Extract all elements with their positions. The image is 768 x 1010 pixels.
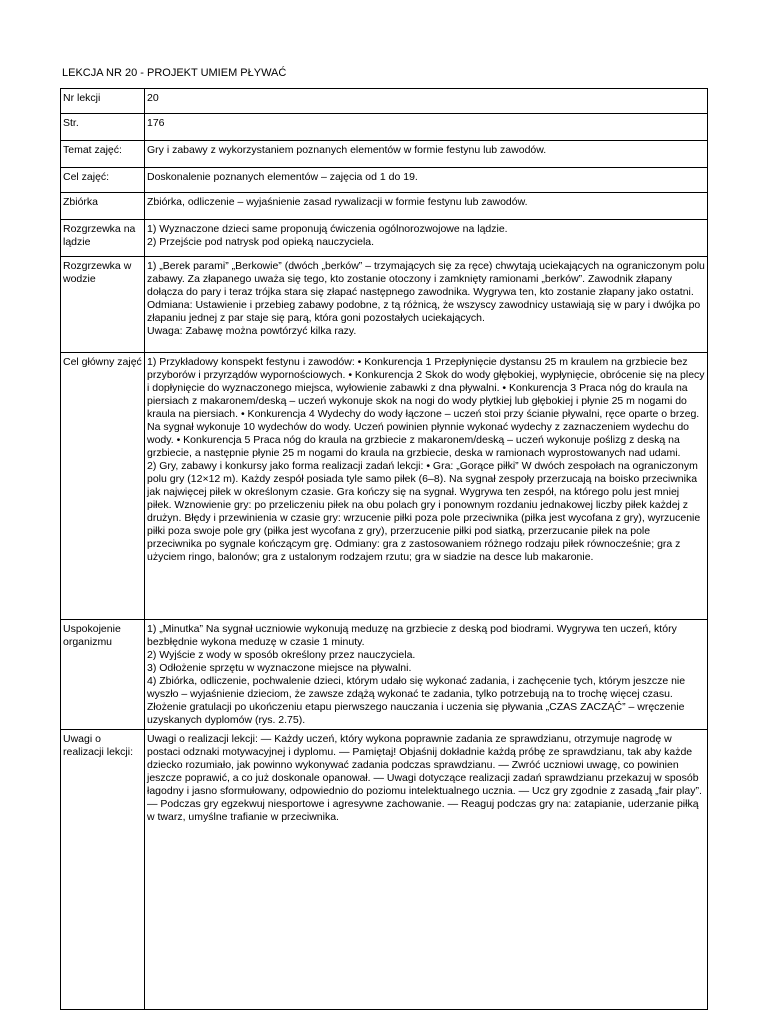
row-label: Rozgrzewka na lądzie — [61, 220, 145, 257]
row-value: Uwagi o realizacji lekcji: — Każdy uczeń, który wykona poprawnie zadania ze sprawdzianu, otrzymuje nagrodę w postaci odznaki motywacyjnej i dyplomu. — Pamiętaj! Objaśnij dokładnie każdą próbę ze sprawdzianu, tak aby każde dziecko rozumiało, jak powinno wykonywać zadania podczas sprawdzianu. — Zwróć uczniowi uwagę, co powinien jeszcze poprawić, a co już doskonale opanował. — Uwagi dotyczące realizacji zadań sprawdzianu przekazuj w sposób łagodny i jasno sformułowany, odpowiednio do poziomu intelektualnego ucznia. — Ucz gry zgodnie z zasadą „fair play”. — Podczas gry egzekwuj niesportowe i agresywne zachowanie. — Reaguj podczas gry na: zatapianie, uderzanie piłką w twarz, umyślne trafianie w przeciwnika. — [145, 730, 708, 1010]
row-value: Zbiórka, odliczenie – wyjaśnienie zasad rywalizacji w formie festynu lub zawodów. — [145, 193, 708, 220]
row-value: Gry i zabawy z wykorzystaniem poznanych elementów w formie festynu lub zawodów. — [145, 141, 708, 168]
table-row — [61, 730, 708, 1010]
row-value: 176 — [145, 114, 708, 141]
table-row — [61, 89, 708, 114]
row-label: Rozgrzewka w wodzie — [61, 257, 145, 353]
table-row — [61, 620, 708, 730]
table-row — [61, 168, 708, 193]
row-value: Doskonalenie poznanych elementów – zajęcia od 1 do 19. — [145, 168, 708, 193]
table-row — [61, 141, 708, 168]
row-label: Cel zajęć: — [61, 168, 145, 193]
row-label: Nr lekcji — [61, 89, 145, 114]
lesson-table — [60, 88, 708, 1010]
row-label: Zbiórka — [61, 193, 145, 220]
table-row — [61, 114, 708, 141]
row-value: 20 — [145, 89, 708, 114]
row-value: 1) „Minutka” Na sygnał uczniowie wykonują meduzę na grzbiecie z deską pod biodrami. Wygrywa ten uczeń, który bezbłędnie wykona meduzę w czasie 1 minuty. 2) Wyjście z wody w sposób określony przez nauczyciela. 3) Odłożenie sprzętu w wyznaczone miejsce na pływalni. 4) Zbiórka, odliczenie, pochwalenie dzieci, którym udało się wykonać zadania, i zachęcenie tych, którym jeszcze nie wyszło – wyjaśnienie dzieciom, że zawsze zdążą wykonać te zadania, tylko potrzebują na to trochę więcej czasu. Złożenie gratulacji po ukończeniu etapu pierwszego nauczania i uczenia się pływania „CZAS ZACZĄĆ” – wręczenie uzyskanych dyplomów (rys. 2.75). — [145, 620, 708, 730]
document-title: LEKCJA NR 20 - PROJEKT UMIEM PŁYWAĆ — [62, 67, 287, 79]
table-row — [61, 257, 708, 353]
row-label: Temat zajęć: — [61, 141, 145, 168]
row-label: Uwagi o realizacji lekcji: — [61, 730, 145, 1010]
row-value: 1) Przykładowy konspekt festynu i zawodów: • Konkurencja 1 Przepłynięcie dystansu 25 m kraulem na grzbiecie bez przyborów i przyrządów wypornościowych. • Konkurencja 2 Skok do wody głębokiej, wypłynięcie, obrócenie się na plecy i dopłynięcie do wyznaczonego miejsca, wyłowienie zabawki z dna pływalni. • Konkurencja 3 Praca nóg do kraula na piersiach z makaronem/deską – uczeń wykonuje skok na nogi do wody płytkiej lub głębokiej i płynie 25 m nogami do kraula na piersiach. • Konkurencja 4 Wydechy do wody łączone – uczeń stoi przy ścianie pływalni, ręce oparte o brzeg. Na sygnał wykonuje 10 wydechów do wody. Uczeń powinien płynnie wykonać wydechy z zaznaczeniem wydechu do wody. • Konkurencja 5 Praca nóg do kraula na grzbiecie z makaronem/deską – uczeń wykonuje poślizg z deską na grzbiecie, a następnie płynie 25 m nogami do kraula na grzbiecie, deska w ramionach wyprostowanych nad udami. 2) Gry, zabawy i konkursy jako forma realizacji zadań lekcji: • Gra: „Gorące piłki” W dwóch zespołach na ograniczonym polu gry (12×12 m). Każdy zespół posiada tyle samo piłek (6–8). Na sygnał zespoły przerzucają na boisko przeciwnika jak najwięcej piłek w określonym czasie. Gra kończy się na sygnał. Wygrywa ten zespół, na którego polu jest mniej piłek. Wznowienie gry: po przeliczeniu piłek na obu polach gry i ponownym rozdaniu jednakowej liczby piłek każdej z drużyn. Błędy i przewinienia w czasie gry: wrzucenie piłki poza pole przeciwnika (piłka jest wycofana z gry), wyrzucenie piłki poza swoje pole gry (piłka jest wycofana z gry), przerzucenie piłki pod siatką, przerzucanie piłek na pole przeciwnika po sygnale kończącym grę. Odmiany: gra z zastosowaniem różnego rodzaju piłek równocześnie; gra z użyciem ringo, balonów; gra z ustalonym rodzajem rzutu; gra w siadzie na desce lub makaronie. — [145, 353, 708, 620]
row-label: Cel główny zajęć — [61, 353, 145, 620]
table-row — [61, 193, 708, 220]
row-value: 1) „Berek parami” „Berkowie” (dwóch „berków” – trzymających się za ręce) chwytają uciekających na ograniczonym polu zabawy. Za złapanego uważa się tego, kto zostanie otoczony i zamknięty ramionami „berków”. Zawodnik złapany dołącza do pary i teraz trójka stara się złapać następnego zawodnika. Wygrywa ten, kto zostanie złapany jako ostatni. Odmiana: Ustawienie i przebieg zabawy podobne, z tą różnicą, że wszyscy zawodnicy ustawiają się w pary i dwójka po złapaniu jednej z par staje się parą, która goni pozostałych uciekających. Uwaga: Zabawę można powtórzyć kilka razy. — [145, 257, 708, 353]
row-value: 1) Wyznaczone dzieci same proponują ćwiczenia ogólnorozwojowe na lądzie. 2) Przejście pod natrysk pod opieką nauczyciela. — [145, 220, 708, 257]
table-row — [61, 353, 708, 620]
table-row — [61, 220, 708, 257]
row-label: Uspokojenie organizmu — [61, 620, 145, 730]
row-label: Str. — [61, 114, 145, 141]
